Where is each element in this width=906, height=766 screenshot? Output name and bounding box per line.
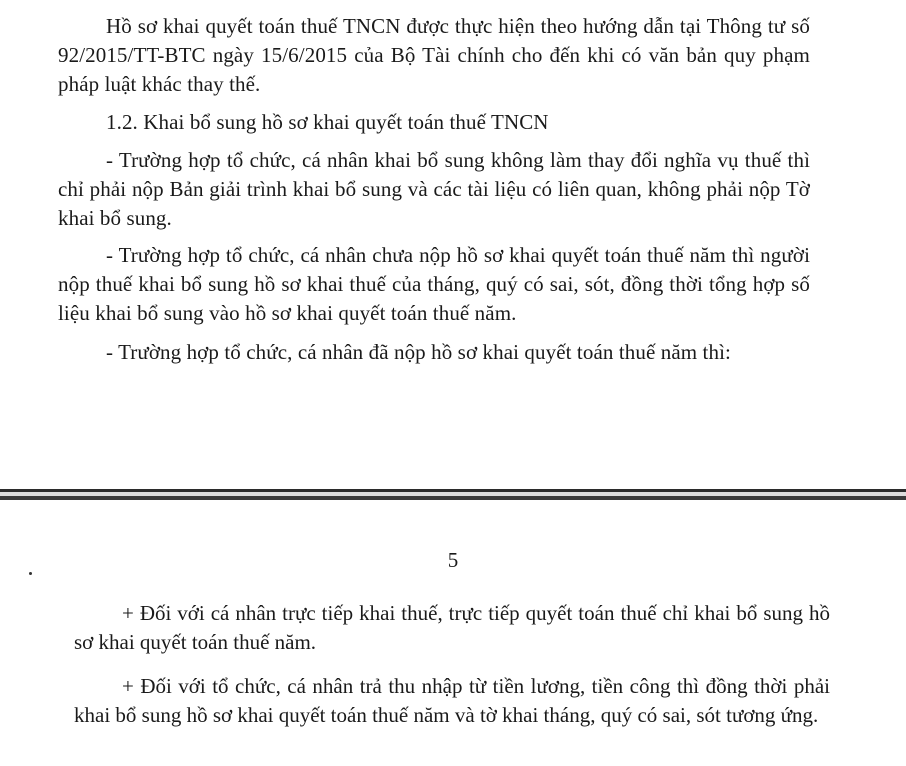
paragraph-case-not-submitted: - Trường hợp tổ chức, cá nhân chưa nộp hồ sơ khai quyết toán thuế năm thì người nộp thuế khai bổ sung hồ sơ khai thuế của tháng, quý có sai, sót, đồng thời tổng hợp số liệu khai bổ sung vào hồ sơ khai quyết toán thuế năm.	[58, 243, 810, 325]
page-break-divider	[0, 489, 906, 500]
document-page-bottom	[0, 500, 906, 766]
paragraph-case-submitted: - Trường hợp tổ chức, cá nhân đã nộp hồ sơ khai quyết toán thuế năm thì:	[106, 340, 731, 364]
page-break-top-edge	[0, 489, 906, 492]
page-number: 5	[447, 548, 459, 572]
paragraph-individual-direct: + Đối với cá nhân trực tiếp khai thuế, trực tiếp quyết toán thuế chỉ khai bổ sung hồ sơ khai quyết toán thuế năm.	[74, 601, 830, 654]
paragraph-organization-payer: + Đối với tổ chức, cá nhân trả thu nhập từ tiền lương, tiền công thì đồng thời phải khai bổ sung hồ sơ khai quyết toán thuế năm và tờ khai tháng, quý có sai, sót tương ứng.	[74, 674, 830, 727]
paragraph-case-no-change: - Trường hợp tổ chức, cá nhân khai bổ sung không làm thay đổi nghĩa vụ thuế thì chỉ phải nộp Bản giải trình khai bổ sung và các tài liệu có liên quan, không phải nộp Tờ khai bổ sung.	[58, 148, 810, 230]
section-heading-1-2: 1.2. Khai bổ sung hồ sơ khai quyết toán thuế TNCN	[106, 110, 549, 134]
paragraph-settlement-dossier: Hồ sơ khai quyết toán thuế TNCN được thực hiện theo hướng dẫn tại Thông tư số 92/2015/TT-BTC ngày 15/6/2015 của Bộ Tài chính cho đến khi có văn bản quy phạm pháp luật khác thay thế.	[58, 14, 810, 96]
